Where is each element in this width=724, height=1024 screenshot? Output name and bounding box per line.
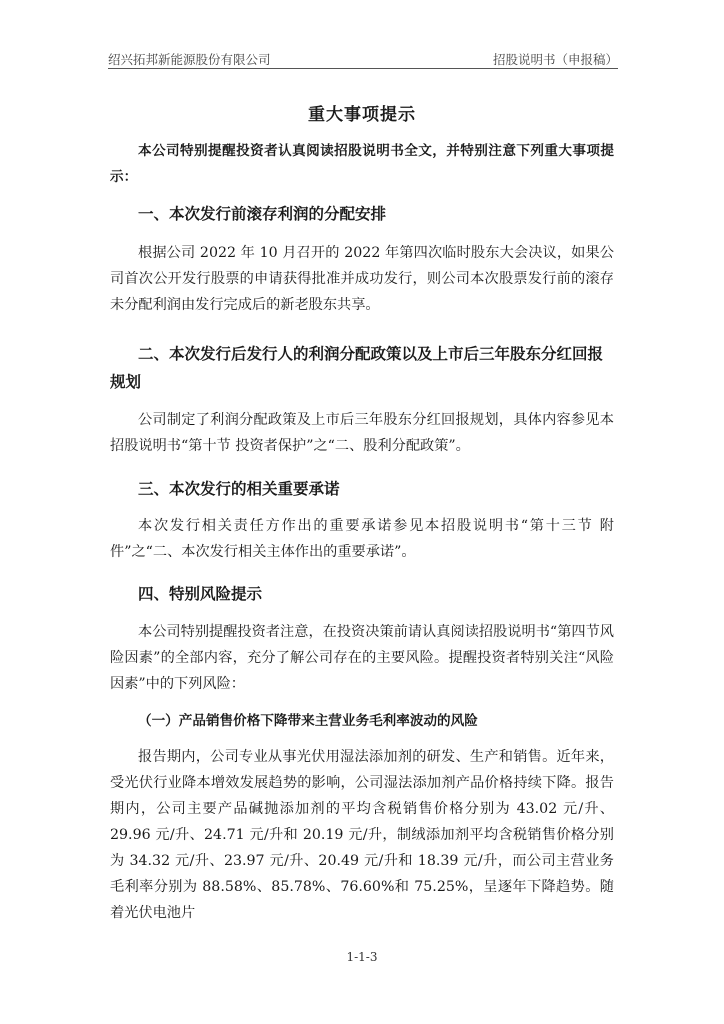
section-body: 公司制定了利润分配政策及上市后三年股东分红回报规划，具体内容参见本招股说明书“第十节 投资者保护”之“二、股利分配政策”。	[110, 412, 614, 454]
section-4-body-block	[110, 619, 614, 697]
section-4	[110, 580, 614, 608]
subsection-heading-block	[110, 709, 614, 733]
intro-paragraph: 本公司特别提醒投资者认真阅读招股说明书全文，并特别注意下列重大事项提示：	[110, 143, 614, 185]
intro-block	[110, 138, 614, 190]
header-doc-type: 招股说明书（申报稿）	[492, 52, 618, 67]
section-2-body-block	[110, 407, 614, 459]
page-title: 重大事项提示	[308, 105, 416, 125]
section-1-body-block	[110, 240, 614, 318]
section-3	[110, 475, 614, 503]
section-heading: 三、本次发行的相关重要承诺	[138, 480, 340, 498]
section-2	[110, 340, 614, 396]
page-number: 1-1-3	[346, 950, 378, 964]
subsection-body: 报告期内，公司专业从事光伏用湿法添加剂的研发、生产和销售。近年来，受光伏行业降本增效发展趋势的影响，公司湿法添加剂产品价格持续下降。报告期内，公司主要产品碱抛添加剂的平均含税销售价格分别为 43.02 元/升、29.96 元/升、24.71 元/升和 20.19 元/升，制绒添加剂平均含税销售价格分别为 34.32 元/升、23.97 元/升、20.49 元/升和 18.39 元/升，而公司主营业务毛利率分别为 88.58%、85.78%、76.60%和 75.25%，呈逐年下降趋势。随着光伏电池片	[110, 749, 614, 921]
section-heading: 一、本次发行前滚存利润的分配安排	[138, 205, 387, 223]
page-header	[108, 50, 618, 68]
section-heading: 四、特别风险提示	[138, 585, 263, 603]
section-heading: 二、本次发行后发行人的利润分配政策以及上市后三年股东分红回报规划	[110, 345, 604, 391]
section-body: 本次发行相关责任方作出的重要承诺参见本招股说明书“第十三节 附件”之“二、本次发行相关主体作出的重要承诺”。	[110, 518, 614, 560]
section-3-body-block	[110, 513, 614, 565]
section-body: 本公司特别提醒投资者注意，在投资决策前请认真阅读招股说明书“第四节风险因素”的全部内容，充分了解公司存在的主要风险。提醒投资者特别关注“风险因素”中的下列风险：	[110, 624, 614, 692]
header-company: 绍兴拓邦新能源股份有限公司	[108, 52, 271, 67]
header-divider	[108, 68, 618, 69]
subsection-body-block	[110, 744, 614, 926]
section-1	[110, 200, 614, 228]
subsection-heading: （一）产品销售价格下降带来主营业务毛利率波动的风险	[138, 713, 478, 729]
section-body: 根据公司 2022 年 10 月召开的 2022 年第四次临时股东大会决议，如果公司首次公开发行股票的申请获得批准并成功发行，则公司本次股票发行前的滚存未分配利润由发行完成后的新老股东共享。	[110, 245, 614, 313]
